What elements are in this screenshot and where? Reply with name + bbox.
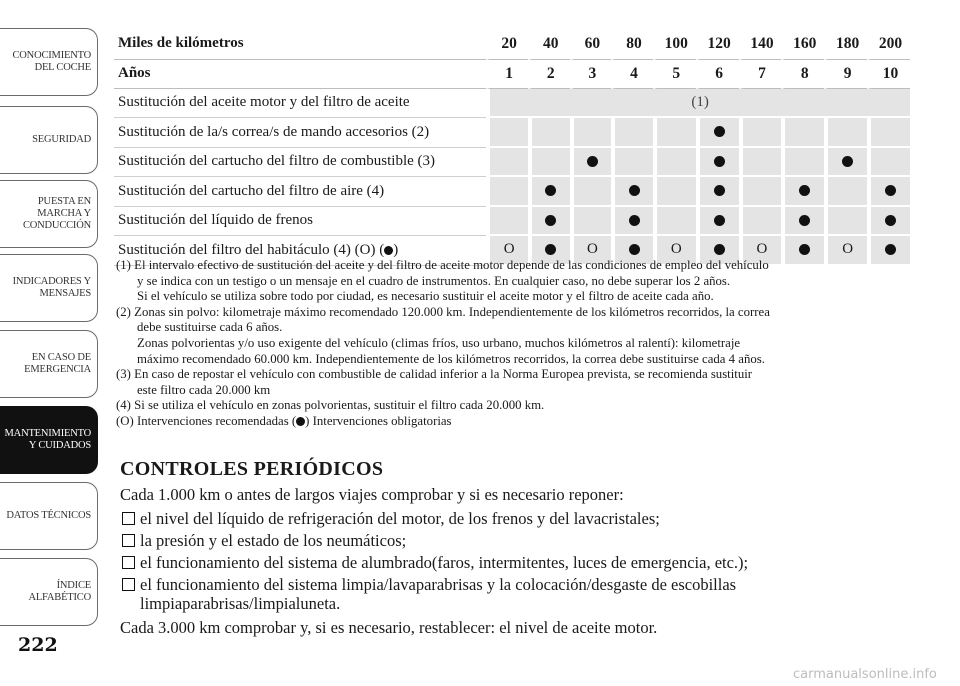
schedule-cell (486, 148, 528, 178)
schedule-cell (528, 207, 570, 237)
checklist-text: la presión y el estado de los neumáticos; (140, 531, 407, 550)
mandatory-dot-icon (384, 246, 393, 255)
legend (116, 414, 916, 430)
schedule-cell (696, 118, 739, 148)
sidebar-tab-2[interactable] (0, 180, 98, 248)
checklist-text: el funcionamiento del sistema limpia/lavaparabrisas y la colocación/desgaste de escobillas limpiaparabrisas/limpialuneta. (140, 575, 737, 613)
header-cell: 200 (867, 28, 910, 60)
mandatory-dot-icon (714, 215, 725, 226)
schedule-cell (653, 118, 696, 148)
footnotes (116, 258, 916, 430)
sidebar-tab-label: MANTENIMIENTO Y CUIDADOS (4, 428, 91, 451)
km-header-row (114, 28, 910, 60)
schedule-cell (611, 148, 653, 178)
legend-b: ) Intervenciones obligatorias (305, 413, 452, 428)
sidebar-tab-label: EN CASO DE EMERGENCIA (24, 352, 91, 375)
checklist-text: el funcionamiento del sistema de alumbrado(faros, intermitentes, luces de emergencia, etc.); (140, 553, 749, 572)
table-row (114, 118, 910, 148)
checklist-item (120, 509, 920, 528)
schedule-cell (867, 148, 910, 178)
footnote-mark: (2) (116, 304, 131, 319)
mandatory-dot-icon (885, 185, 896, 196)
table-row (114, 89, 910, 119)
row-span-note: (1) (486, 89, 910, 119)
schedule-cell (696, 148, 739, 178)
row-label (114, 207, 486, 237)
footnote-line: Zonas sin polvo: kilometraje máximo recomendado 120.000 km. Independientemente de los kilómetros recorridos, la correa (134, 304, 770, 319)
schedule-cell (653, 207, 696, 237)
mandatory-dot-icon (545, 185, 556, 196)
footnote (116, 305, 916, 367)
schedule-cell (739, 177, 782, 207)
sidebar-tab-3[interactable] (0, 254, 98, 322)
sidebar-tab-1[interactable] (0, 106, 98, 174)
checkbox-icon (122, 578, 135, 591)
schedule-cell (867, 177, 910, 207)
periodic-controls (120, 458, 920, 639)
mandatory-dot-icon (629, 215, 640, 226)
schedule-cell (824, 148, 867, 178)
schedule-cell (486, 177, 528, 207)
schedule-cell (486, 207, 528, 237)
header-cell: 20 (486, 28, 528, 60)
table-row (114, 177, 910, 207)
sidebar-tab-0[interactable] (0, 28, 98, 96)
schedule-cell (824, 207, 867, 237)
header-cell: 2 (528, 60, 570, 89)
header-cell: 6 (696, 60, 739, 89)
schedule-cell (739, 148, 782, 178)
row-label (114, 118, 486, 148)
controls-list (120, 509, 920, 613)
header-cell: 160 (781, 28, 824, 60)
years-header-row (114, 60, 910, 89)
mandatory-dot-icon (799, 185, 810, 196)
mandatory-dot-icon (885, 244, 896, 255)
footnote-line: Zonas polvorientas y/o uso exigente del vehículo (climas fríos, uso urbano, muchos kilómetros al ralentí): kilometraje (137, 335, 741, 350)
row-label-end: ) (393, 241, 399, 258)
schedule-cell (781, 118, 824, 148)
footnote (116, 258, 916, 305)
checklist-item (120, 575, 920, 613)
recommended-mark: O (670, 241, 682, 258)
schedule-cell (570, 118, 612, 148)
row-label-text: Sustitución del cartucho del filtro de combustible (3) (118, 153, 436, 170)
footnote (116, 398, 916, 414)
schedule-cell (653, 148, 696, 178)
table-row (114, 207, 910, 237)
mandatory-dot-icon (714, 244, 725, 255)
recommended-mark: O (586, 241, 598, 258)
page-number: 222 (18, 634, 58, 656)
checkbox-icon (122, 512, 135, 525)
watermark-url: carmanualsonline.info (793, 667, 937, 682)
mandatory-dot-icon (587, 156, 598, 167)
row-label (114, 89, 486, 119)
sidebar-tab-label: DATOS TÉCNICOS (6, 510, 91, 521)
schedule-cell (867, 118, 910, 148)
recommended-mark: O (756, 241, 768, 258)
header-cell: 10 (867, 60, 910, 89)
footnote-line: y se indica con un testigo o un mensaje en el cuadro de instrumentos. En cualquier caso, no debe superar los 2 años. (137, 273, 731, 288)
mandatory-dot-icon (799, 215, 810, 226)
schedule-cell (653, 177, 696, 207)
mandatory-dot-icon (714, 156, 725, 167)
row-label-text: Sustitución del líquido de frenos (118, 212, 313, 229)
mandatory-dot-icon (885, 215, 896, 226)
schedule-cell (781, 177, 824, 207)
header-cell: 120 (696, 28, 739, 60)
recommended-mark: O (842, 241, 854, 258)
sidebar-tab-4[interactable] (0, 330, 98, 398)
mandatory-dot-icon (629, 244, 640, 255)
header-cell: 8 (781, 60, 824, 89)
header-cell: 7 (739, 60, 782, 89)
schedule-cell (570, 177, 612, 207)
mandatory-dot-icon (714, 185, 725, 196)
sidebar-tab-label: INDICADORES Y MENSAJES (12, 276, 91, 299)
mandatory-dot-icon (296, 417, 305, 426)
row-label-text: Sustitución del cartucho del filtro de aire (4) (118, 182, 385, 199)
header-cell: 60 (570, 28, 612, 60)
schedule-cell (824, 177, 867, 207)
table-row (114, 148, 910, 178)
row-label-text: Sustitución del aceite motor y del filtro de aceite (118, 94, 410, 111)
header-cell: 180 (824, 28, 867, 60)
header-cell: 40 (528, 28, 570, 60)
footnote-line: debe sustituirse cada 6 años. (137, 320, 283, 335)
section-title: CONTROLES PERIÓDICOS (120, 458, 384, 480)
schedule-cell (528, 148, 570, 178)
schedule-cell (739, 118, 782, 148)
sidebar-tab-7[interactable] (0, 558, 98, 626)
footnote-mark: (1) (116, 258, 131, 272)
mandatory-dot-icon (545, 215, 556, 226)
footnote-line: Si el vehículo se utiliza sobre todo por ciudad, es necesario sustituir el aceite motor y el filtro de aceite cada año. (137, 289, 714, 304)
years-label: Años (114, 60, 486, 89)
sidebar-tab-5[interactable] (0, 406, 98, 474)
recommended-mark: O (503, 241, 515, 258)
footnote-line: Si se utiliza el vehículo en zonas polvorientas, sustituir el filtro cada 20.000 km. (134, 398, 545, 413)
maintenance-table (114, 28, 910, 266)
header-cell: 1 (486, 60, 528, 89)
checklist-item (120, 553, 920, 572)
schedule-cell (696, 207, 739, 237)
checkbox-icon (122, 556, 135, 569)
schedule-cell (696, 177, 739, 207)
sidebar-tab-label: SEGURIDAD (32, 134, 91, 145)
footnote-mark: (3) (116, 367, 131, 382)
footnote-mark: (4) (116, 398, 131, 413)
row-label-text: Sustitución del filtro del habitáculo (4) (O) ( (118, 241, 385, 258)
km-label: Miles de kilómetros (114, 28, 486, 60)
sidebar-tab-label: ÍNDICE ALFABÉTICO (28, 580, 91, 603)
header-cell: 9 (824, 60, 867, 89)
schedule-cell (781, 207, 824, 237)
sidebar-tab-label: CONOCIMIENTO DEL COCHE (12, 50, 91, 73)
header-cell: 100 (653, 28, 696, 60)
row-label (114, 177, 486, 207)
footnote-line: En caso de repostar el vehículo con combustible de calidad inferior a la Norma Europea prevista, se recomienda sustituir (134, 367, 753, 382)
schedule-cell (570, 148, 612, 178)
schedule-cell (781, 148, 824, 178)
schedule-cell (824, 118, 867, 148)
footnote (116, 367, 916, 398)
checkbox-icon (122, 534, 135, 547)
schedule-cell (486, 118, 528, 148)
sidebar-tab-6[interactable] (0, 482, 98, 550)
sidebar-tab-label: PUESTA EN MARCHA Y CONDUCCIÓN (22, 196, 91, 231)
mandatory-dot-icon (629, 185, 640, 196)
row-label-text: Sustitución de la/s correa/s de mando accesorios (2) (118, 123, 430, 140)
header-cell: 3 (570, 60, 612, 89)
mandatory-dot-icon (842, 156, 853, 167)
section-outro: Cada 3.000 km comprobar y, si es necesario, restablecer: el nivel de aceite motor. (120, 618, 658, 637)
header-cell: 140 (739, 28, 782, 60)
schedule-cell (611, 118, 653, 148)
header-cell: 4 (611, 60, 653, 89)
footnote-line: El intervalo efectivo de sustitución del aceite y del filtro de aceite motor depende de las condiciones de empleo del vehículo (134, 258, 769, 272)
schedule-cell (570, 207, 612, 237)
schedule-cell (739, 207, 782, 237)
schedule-cell (528, 118, 570, 148)
schedule-cell (867, 207, 910, 237)
legend-a: (O) Intervenciones recomendadas ( (116, 413, 297, 428)
mandatory-dot-icon (714, 126, 725, 137)
mandatory-dot-icon (545, 244, 556, 255)
checklist-text: el nivel del líquido de refrigeración del motor, de los frenos y del lavacristales; (140, 509, 660, 528)
section-intro: Cada 1.000 km o antes de largos viajes comprobar y si es necesario reponer: (120, 485, 624, 504)
row-label (114, 148, 486, 178)
schedule-cell (611, 177, 653, 207)
checklist-item (120, 531, 920, 550)
mandatory-dot-icon (799, 244, 810, 255)
header-cell: 80 (611, 28, 653, 60)
schedule-cell (611, 207, 653, 237)
footnote-line: máximo recomendado 60.000 km. Independientemente de los kilómetros recorridos, la correa debe sustituirse cada 4 años. (137, 351, 765, 366)
header-cell: 5 (653, 60, 696, 89)
footnote-line: este filtro cada 20.000 km (137, 382, 271, 397)
schedule-cell (528, 177, 570, 207)
